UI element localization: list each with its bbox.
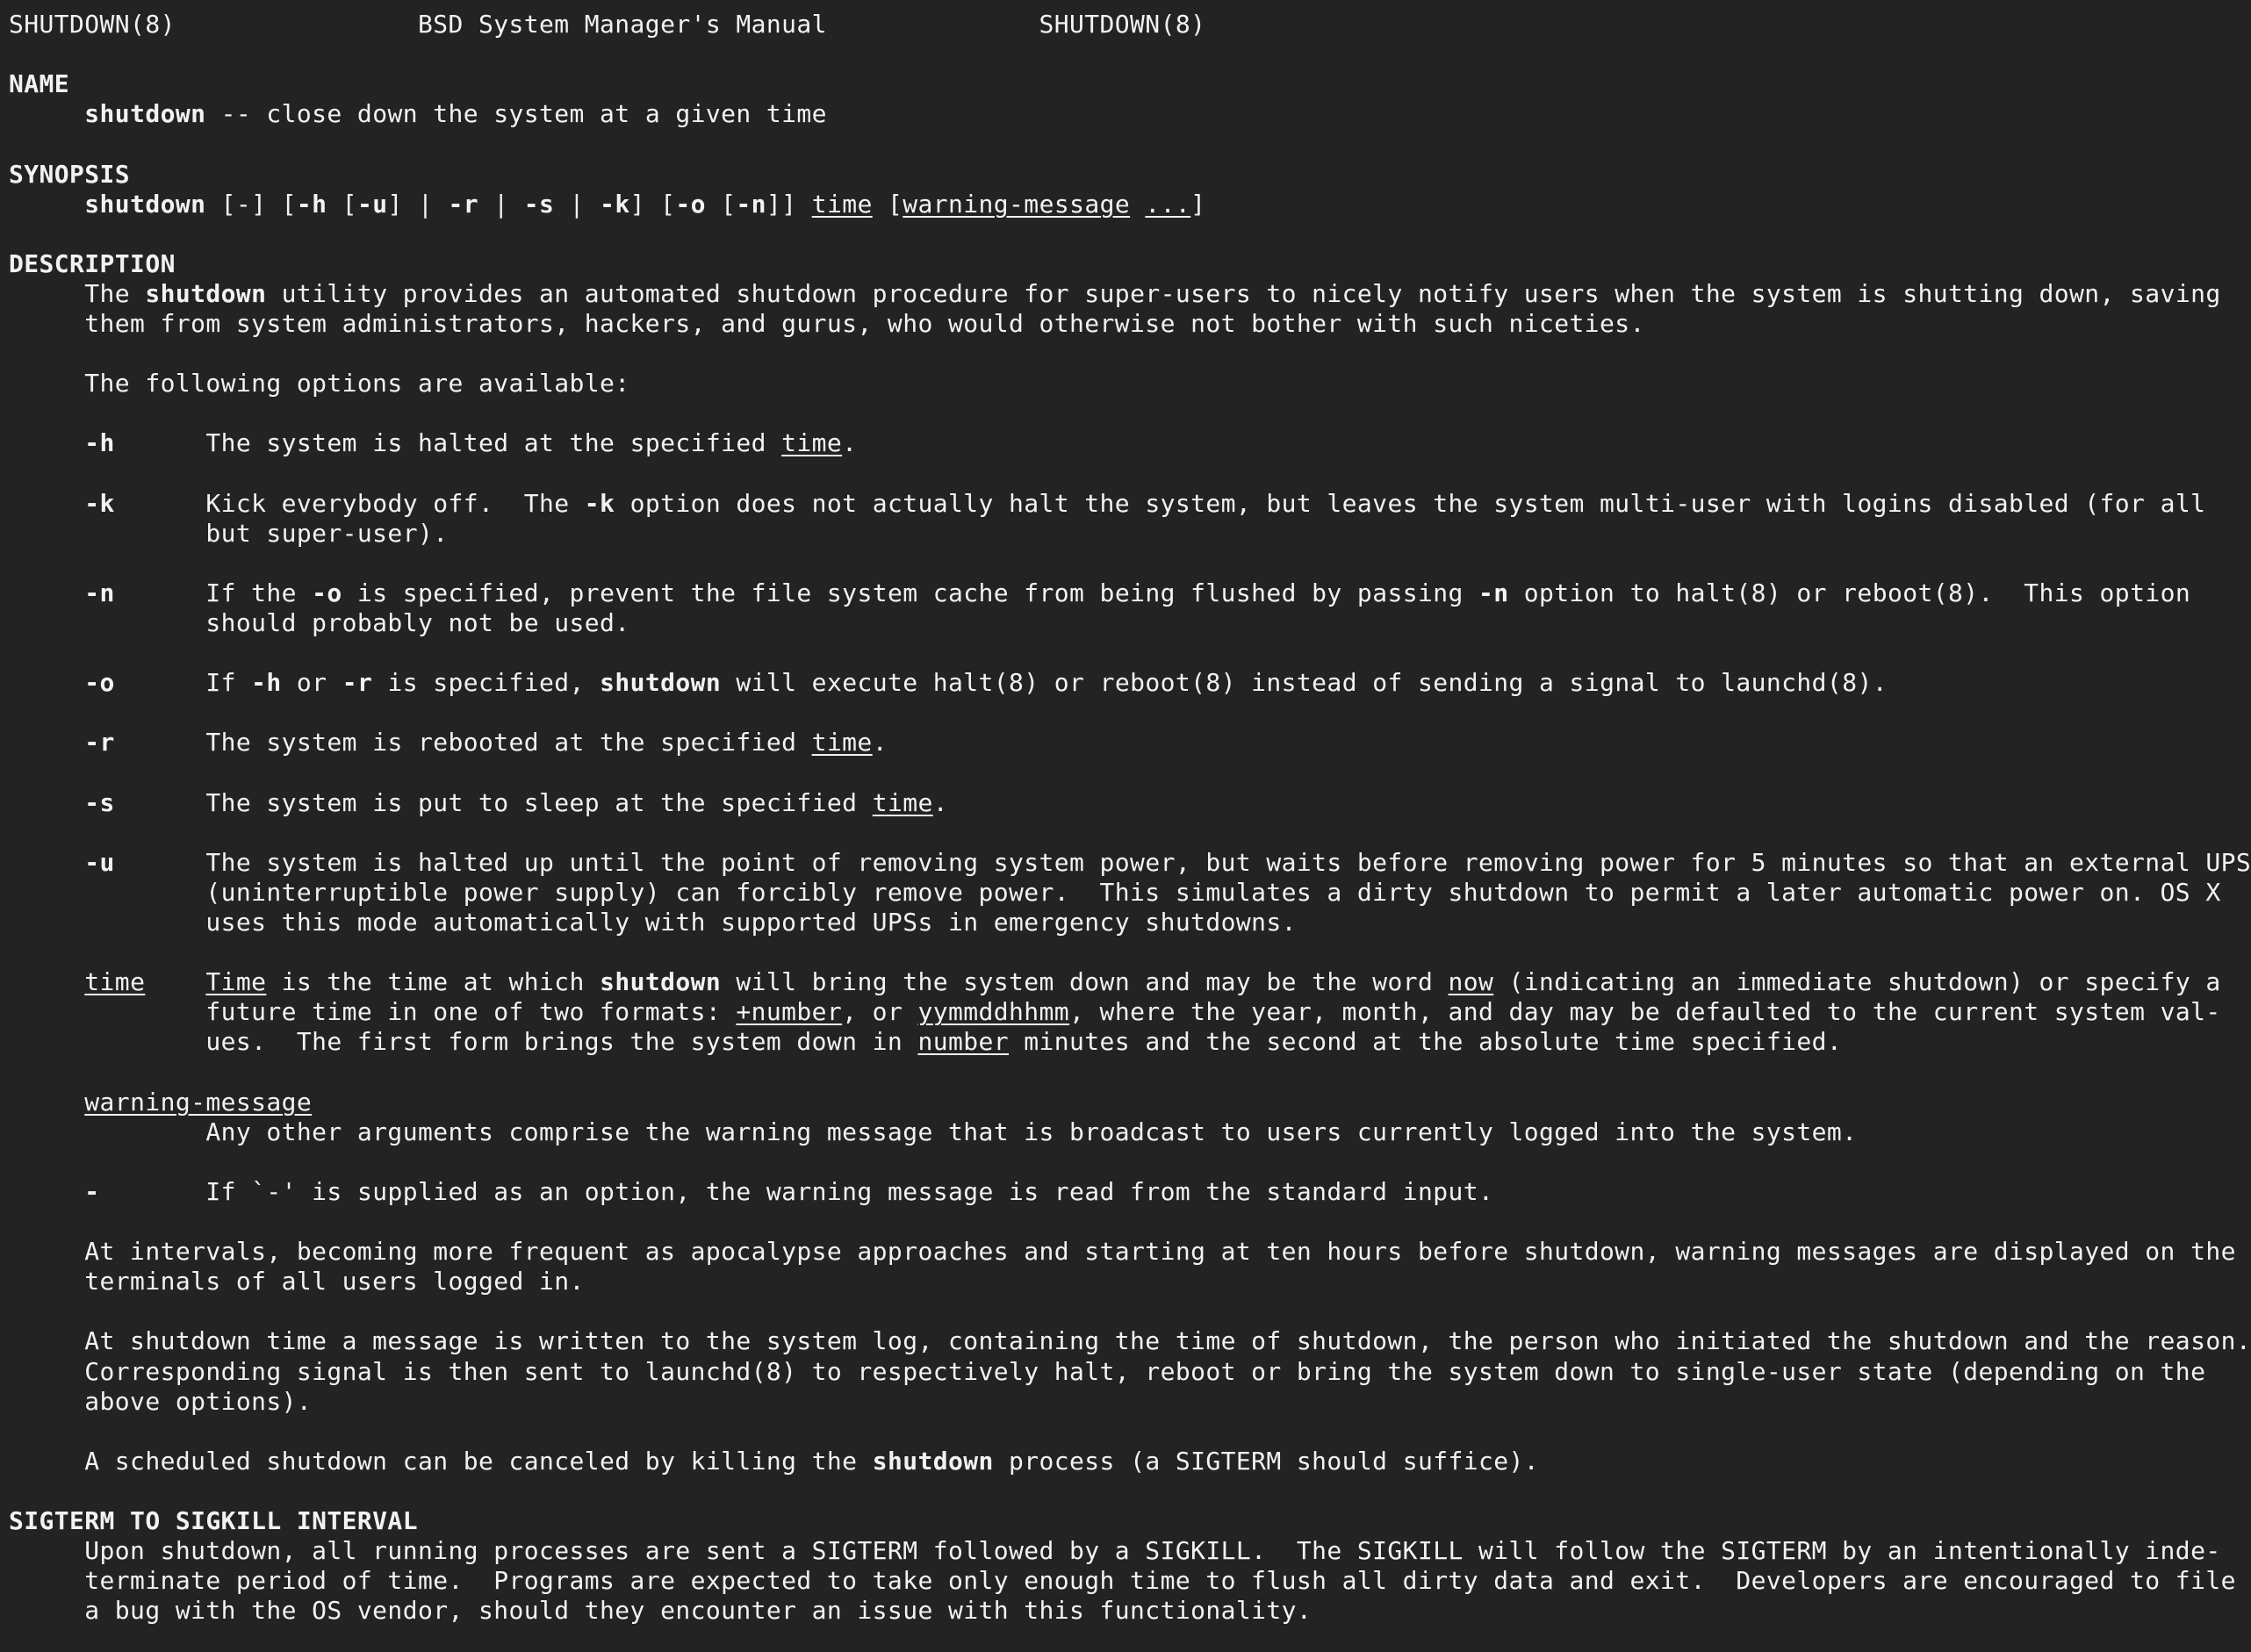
text-span: (uninterruptible power supply) can forcibly remove power. This simulates a dirty shutdown to permit a later automatic power on. OS X [9, 877, 2221, 907]
man-page-line [9, 249, 176, 279]
bold-text: -s [84, 787, 115, 817]
man-page-line [9, 578, 2190, 608]
text-span: If the [114, 578, 313, 607]
text-span: or [281, 668, 342, 698]
text-span: The system is rebooted at the specified [114, 728, 812, 758]
text-span: future time in one of two formats: [9, 997, 737, 1027]
man-page-line [9, 908, 1297, 937]
underlined-text: warning-message [903, 189, 1131, 219]
text-span: will bring the system down and may be the word [721, 967, 1449, 997]
underlined-text: time [811, 728, 873, 758]
man-page-line [9, 788, 948, 818]
bold-text: -o [84, 668, 115, 698]
text-span: ] [1190, 189, 1206, 219]
text-span [9, 848, 84, 877]
bold-text: -r [448, 189, 478, 219]
text-span: The system is put to sleep at the specified [114, 787, 873, 817]
man-page-line [9, 1506, 418, 1536]
text-span: ues. The first form brings the system down in [9, 1027, 918, 1057]
text-span: . [872, 728, 888, 758]
bold-text: -o [312, 578, 342, 607]
text-span: Kick everybody off. The [114, 488, 585, 518]
text-span: [ [327, 189, 357, 219]
man-page-line [9, 369, 630, 399]
text-span [9, 728, 84, 757]
text-span: (indicating an immediate shutdown) or specify a [1493, 967, 2221, 997]
underlined-text: time [781, 428, 843, 458]
text-span: If `-' is supplied as an option, the warning message is read from the standard input. [99, 1176, 1494, 1206]
text-span: utility provides an automated shutdown procedure for super-users to nicely notify users when the system is shutting down, saving [266, 278, 2221, 308]
text-span: The [9, 278, 146, 308]
man-page-line [9, 1387, 312, 1417]
text-span: At intervals, becoming more frequent as apocalypse approaches and starting at ten hours before shutdown, warning messages are displayed on the [9, 1237, 2236, 1267]
man-page-line [9, 279, 2221, 309]
text-span [9, 967, 84, 996]
text-span: uses this mode automatically with supported UPSs in emergency shutdowns. [9, 908, 1297, 937]
man-page-line [9, 99, 827, 129]
man-page-line [9, 10, 1205, 40]
man-page-line [9, 1536, 2221, 1566]
man-page-line [9, 428, 857, 458]
text-span: should probably not be used. [9, 608, 630, 637]
underlined-text: ... [1145, 189, 1191, 219]
bold-text: - [84, 1176, 100, 1206]
bold-text: -r [84, 728, 115, 758]
text-span: ] [ [629, 189, 676, 219]
man-page-line [9, 1027, 1842, 1057]
bold-text: shutdown [600, 967, 722, 997]
man-page-line [9, 309, 1645, 339]
bold-text: shutdown [872, 1446, 994, 1476]
bold-text: SYNOPSIS [9, 159, 131, 189]
text-span: ] | [387, 189, 449, 219]
man-page-line [9, 489, 2205, 519]
text-span: The system is halted at the specified [114, 428, 782, 458]
text-span [9, 190, 84, 219]
text-span: A scheduled shutdown can be canceled by killing the [9, 1446, 873, 1476]
text-span: terminate period of time. Programs are expected to take only enough time to flush all dirty data and exit. Developers are encouraged to file [9, 1566, 2236, 1596]
text-span: is specified, prevent the file system cache from being flushed by passing [342, 578, 1478, 607]
text-span: , or [842, 997, 918, 1027]
underlined-text: +number [736, 997, 843, 1027]
man-page-line [9, 1566, 2236, 1596]
text-span: SHUTDOWN(8) BSD System Manager's Manual SHUTDOWN(8) [9, 10, 1206, 39]
bold-text: NAME [9, 69, 70, 99]
man-page-line [9, 1117, 1857, 1147]
bold-text: -k [584, 488, 615, 518]
text-span [9, 428, 84, 457]
text-span: is the time at which [266, 967, 601, 997]
underlined-text: number [917, 1027, 1009, 1057]
text-span: Upon shutdown, all running processes are sent a SIGTERM followed by a SIGKILL. The SIGKILL will follow the SIGTERM by an intentionally inde- [9, 1536, 2221, 1566]
man-page-line [9, 728, 888, 758]
text-span: . [842, 428, 858, 458]
man-page-line [9, 1177, 1493, 1207]
text-span: | [554, 189, 601, 219]
text-span: [-] [ [205, 189, 297, 219]
bold-text: shutdown [145, 278, 267, 308]
text-span: Corresponding signal is then sent to launchd(8) to respectively halt, reboot or bring the system down to single-user state (depending on the [9, 1356, 2206, 1386]
text-span: above options). [9, 1386, 313, 1416]
bold-text: SIGTERM TO SIGKILL INTERVAL [9, 1506, 418, 1535]
bold-text: -n [84, 578, 115, 607]
man-page-line [9, 519, 448, 549]
text-span [9, 788, 84, 817]
text-span: minutes and the second at the absolute time specified. [1009, 1027, 1843, 1057]
bold-text: -k [84, 488, 115, 518]
man-page-line [9, 1088, 312, 1117]
text-span: option to halt(8) or reboot(8). This option [1508, 578, 2191, 607]
man-page-line [9, 69, 69, 99]
text-span: option does not actually halt the system, but leaves the system multi-user with logins disabled (for all [615, 488, 2206, 518]
man-page-line [9, 878, 2221, 908]
underlined-text: time [811, 189, 873, 219]
man-page-line [9, 1237, 2236, 1267]
text-span [9, 1177, 84, 1206]
bold-text: -u [356, 189, 388, 219]
text-span: , where the year, month, and day may be defaulted to the current system val- [1069, 997, 2221, 1027]
text-span: ]] [766, 189, 812, 219]
man-page-line [9, 1447, 1539, 1476]
bold-text: -n [736, 189, 766, 219]
man-page-line [9, 967, 2221, 997]
bold-text: -k [600, 189, 630, 219]
text-span: | [478, 189, 524, 219]
underlined-text: time [84, 967, 146, 997]
man-page-line [9, 160, 130, 190]
text-span: If [114, 668, 252, 698]
text-span: At shutdown time a message is written to the system log, containing the time of shutdown, the person who initiated the shutdown and the reason. [9, 1326, 2251, 1356]
man-page-line [9, 1596, 1312, 1626]
bold-text: shutdown [84, 99, 206, 129]
text-span: [ [705, 189, 737, 219]
text-span: [ [872, 189, 903, 219]
text-span: will execute halt(8) or reboot(8) instead of sending a signal to launchd(8). [721, 668, 1888, 698]
text-span: The system is halted up until the point of removing system power, but waits before removing power for 5 minutes so that an external UPS [114, 847, 2251, 877]
underlined-text: yymmddhhmm [917, 997, 1070, 1027]
bold-text: -o [675, 189, 706, 219]
man-page-line [9, 1267, 585, 1296]
bold-text: -n [1478, 578, 1509, 607]
text-span: -- close down the system at a given time [205, 99, 827, 129]
bold-text: -s [523, 189, 555, 219]
text-span: is specified, [372, 668, 601, 698]
text-span: them from system administrators, hackers, and gurus, who would otherwise not bother with such niceties. [9, 309, 1645, 338]
text-span [9, 578, 84, 607]
bold-text: shutdown [600, 668, 722, 698]
underlined-text: now [1448, 967, 1494, 997]
text-span: The following options are available: [9, 369, 630, 399]
bold-text: shutdown [84, 189, 206, 219]
bold-text: -r [342, 668, 373, 698]
man-page-line [9, 1326, 2251, 1356]
bold-text: -h [296, 189, 327, 219]
text-span [1130, 190, 1145, 219]
man-page-line [9, 997, 2221, 1027]
man-page-line [9, 190, 1205, 219]
bold-text: -h [251, 668, 282, 698]
text-span [9, 489, 84, 518]
text-span: . [932, 787, 948, 817]
bold-text: DESCRIPTION [9, 248, 176, 278]
text-span [9, 1088, 84, 1117]
text-span: terminals of all users logged in. [9, 1267, 585, 1296]
text-span: a bug with the OS vendor, should they encounter an issue with this functionality. [9, 1596, 1312, 1626]
man-page-line [9, 848, 2251, 878]
man-page-line [9, 1357, 2205, 1387]
text-span [145, 967, 205, 996]
underlined-text: warning-message [84, 1087, 313, 1117]
text-span [9, 668, 84, 697]
underlined-text: Time [205, 967, 267, 997]
text-span: process (a SIGTERM should suffice). [993, 1446, 1540, 1476]
text-span: but super-user). [9, 518, 449, 548]
text-span: Any other arguments comprise the warning message that is broadcast to users currently logged into the system. [9, 1117, 1858, 1146]
bold-text: -u [84, 847, 115, 877]
bold-text: -h [84, 428, 115, 458]
man-page-line [9, 608, 630, 638]
man-page-line [9, 668, 1888, 698]
text-span [9, 99, 84, 128]
underlined-text: time [872, 787, 933, 817]
